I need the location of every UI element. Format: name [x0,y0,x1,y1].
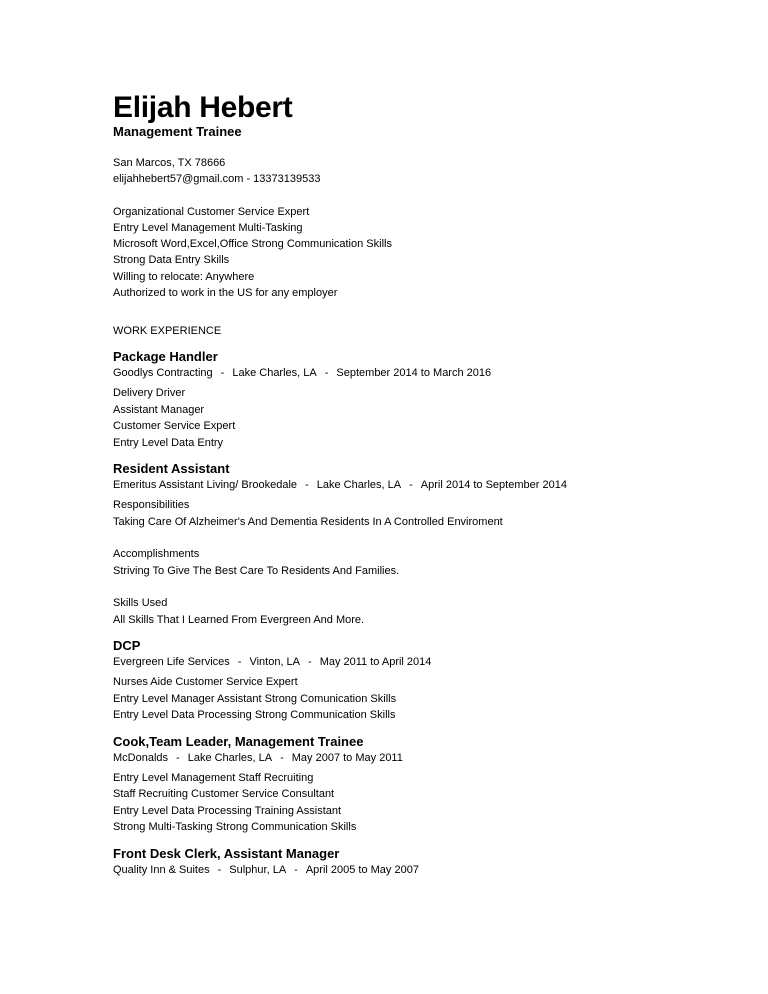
description-line: Staff Recruiting Customer Service Consultant [113,788,335,801]
description-line: Entry Level Data Entry [113,436,224,449]
job-company: Evergreen Life Services [113,656,230,669]
description-block [113,385,733,451]
summary-block [113,204,733,302]
meta-separator: - [220,367,225,380]
contact-text: elijahhebert57@gmail.com - 13373139533 [113,173,321,186]
job-meta [113,477,733,493]
work-experience-list [113,349,733,878]
meta-separator: - [409,479,413,492]
meta-separator: - [308,656,312,669]
description-line: Skills Used [113,597,168,610]
summary-line: Strong Data Entry Skills [113,254,230,267]
job-entry [113,349,733,451]
job-company: Emeritus Assistant Living/ Brookedale [113,479,298,492]
job-description [113,385,733,451]
summary-line: Organizational Customer Service Expert [113,205,310,218]
description-block [113,497,733,530]
job-description [113,497,733,628]
meta-separator: - [217,863,222,876]
description-block [113,546,733,579]
description-block [113,674,733,724]
summary-line: Authorized to work in the US for any employer [113,287,338,300]
summary-line: Microsoft Word,Excel,Office Strong Communication Skills [113,238,392,251]
job-description [113,770,733,836]
job-entry [113,638,733,724]
resume-page [113,92,733,878]
description-line: Assistant Manager [113,403,205,416]
description-line: Accomplishments [113,548,200,561]
job-location: Vinton, LA [249,656,301,669]
job-dates: April 2005 to May 2007 [305,863,419,876]
job-entry [113,461,733,628]
meta-separator: - [176,751,180,764]
description-line: All Skills That I Learned From Evergreen And More. [113,613,365,626]
candidate-name: Elijah Hebert [113,91,293,124]
job-meta [113,750,733,766]
job-location: Lake Charles, LA [187,751,273,764]
description-line: Striving To Give The Best Care To Residents And Families. [113,564,400,577]
job-location: Lake Charles, LA [316,479,402,492]
description-line: Nurses Aide Customer Service Expert [113,676,298,689]
job-title: DCP [113,638,141,654]
job-meta [113,862,733,878]
description-line: Entry Level Management Staff Recruiting [113,771,314,784]
summary-line: Entry Level Management Multi-Tasking [113,221,303,234]
description-block [113,770,733,836]
meta-separator: - [324,367,329,380]
job-description [113,674,733,724]
meta-separator: - [305,479,309,492]
job-location: Lake Charles, LA [232,367,317,380]
description-line: Taking Care Of Alzheimer's And Dementia Residents In A Controlled Enviroment [113,515,503,528]
job-meta [113,365,733,381]
description-line: Entry Level Manager Assistant Strong Comunication Skills [113,692,397,705]
location-text: San Marcos, TX 78666 [113,157,226,169]
description-line: Delivery Driver [113,387,186,400]
description-block [113,595,733,628]
description-line: Responsibilities [113,499,190,512]
job-dates: May 2011 to April 2014 [319,656,432,669]
description-line: Customer Service Expert [113,420,236,433]
description-line: Entry Level Data Processing Training Assistant [113,804,342,817]
meta-separator: - [294,863,298,876]
job-title: Cook,Team Leader, Management Trainee [113,733,364,749]
job-company: Quality Inn & Suites [113,863,210,876]
candidate-headline: Management Trainee [113,124,242,139]
job-dates: September 2014 to March 2016 [336,367,492,380]
job-company: McDonalds [113,751,169,764]
description-line: Entry Level Data Processing Strong Communication Skills [113,709,396,722]
job-title: Package Handler [113,349,218,365]
job-location: Sulphur, LA [229,863,287,876]
contact-block [113,155,733,188]
job-meta [113,654,733,670]
work-experience-heading: WORK EXPERIENCE [113,325,222,338]
meta-separator: - [237,656,242,669]
meta-separator: - [280,751,284,764]
job-entry [113,846,733,878]
summary-line: Willing to relocate: Anywhere [113,270,255,283]
job-title: Resident Assistant [113,461,230,477]
job-entry [113,734,733,836]
job-dates: May 2007 to May 2011 [291,751,403,764]
job-dates: April 2014 to September 2014 [420,479,567,492]
description-line: Strong Multi-Tasking Strong Communication Skills [113,821,357,834]
job-title: Front Desk Clerk, Assistant Manager [113,845,340,861]
job-company: Goodlys Contracting [113,367,213,380]
